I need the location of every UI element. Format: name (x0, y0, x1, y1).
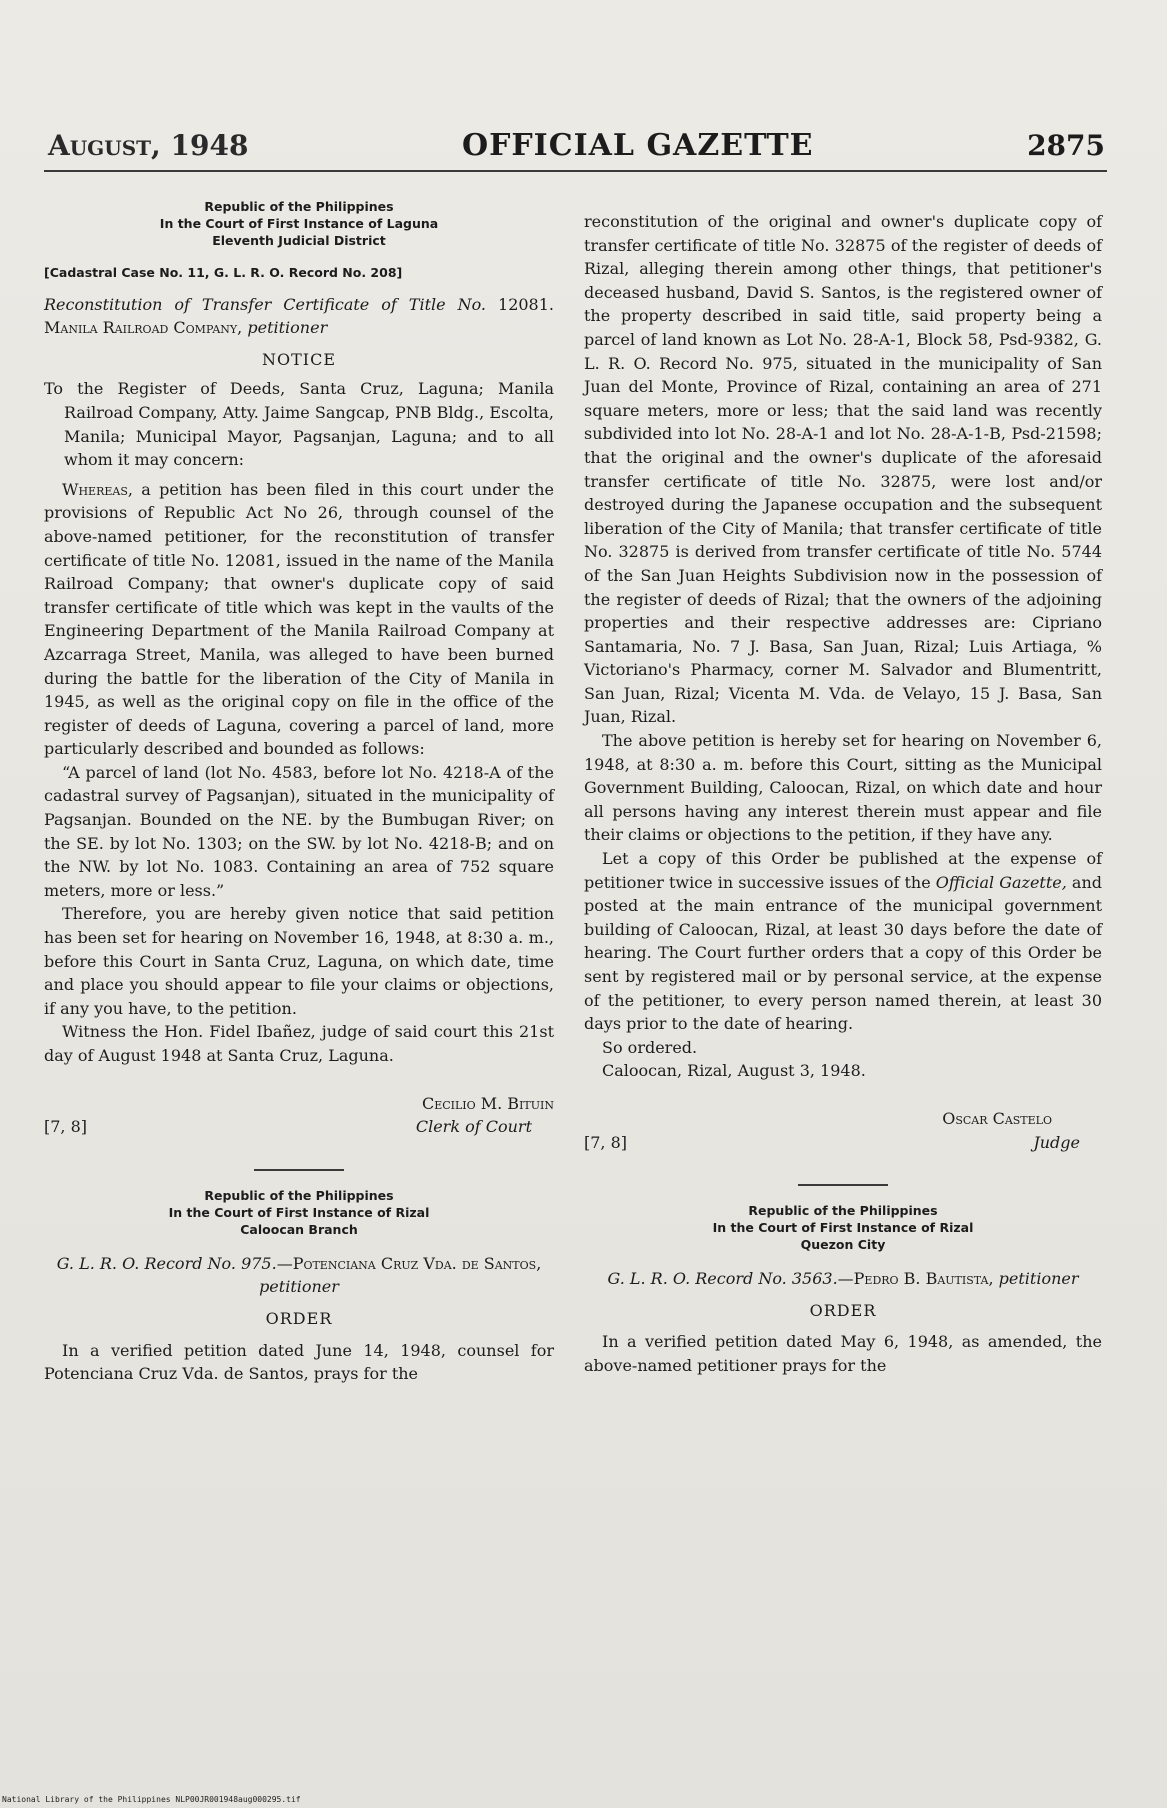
gazette-reference: Official Gazette, (935, 872, 1067, 892)
order-paragraph: In a verified petition dated May 6, 1948, as amended, the above-named petitioner prays for the (584, 1332, 1102, 1375)
header-rule (44, 170, 1107, 172)
section-divider (798, 1184, 888, 1186)
whereas-word: Whereas, (62, 479, 133, 499)
caption-petitioner: petitioner (247, 318, 328, 338)
signature-block (44, 1092, 554, 1139)
signatory-name: Cecilio M. Bituin (421, 1093, 554, 1113)
court-heading-line: In the Court of First Instance of Laguna (159, 216, 439, 231)
issue-reference: [7, 8] (44, 1117, 88, 1137)
hearing-paragraph: The above petition is hereby set for hearing on November 6, 1948, at 8:30 a. m. before this Court, sitting as the Municipal Government Building, Caloocan, Rizal, on which date and hour all persons having any interest therein must appear and file their claims or objections to the petition, if they have any. (584, 731, 1102, 845)
order-paragraph: In a verified petition dated June 14, 1948, counsel for Potenciana Cruz Vda. de Santos, prays for the (44, 1340, 554, 1384)
order-title: ORDER (809, 1300, 877, 1320)
therefore-paragraph: Therefore, you are hereby given notice that said petition has been set for hearing on November 16, 1948, at 8:30 a. m., before this Court in Santa Cruz, Laguna, on which date, time and place you should appear to file your claims or objections, if any you have, to the petition. (44, 904, 554, 1018)
caption-name: —Pedro B. Bautista, (837, 1269, 994, 1289)
caption-name: —Potenciana Cruz Vda. de Santos, (276, 1253, 542, 1273)
publication-title: OFFICIAL GAZETTE (461, 128, 814, 163)
court-heading-line: In the Court of First Instance of Rizal (168, 1204, 430, 1220)
issue-reference: [7, 8] (584, 1132, 628, 1152)
court-heading-line: Eleventh Judicial District (212, 233, 386, 248)
left-column (44, 198, 554, 1386)
scan-source-note: National Library of the Philippines NLP00JR001948aug000295.tif (2, 1795, 301, 1804)
caption-title: Reconstitution of Transfer Certificate of Title No. (44, 294, 487, 314)
case-caption-3563 (584, 1267, 1102, 1291)
case-caption-975 (44, 1252, 554, 1299)
whereas-text: a petition has been filed in this court under the provisions of Republic Act No 26, through counsel of the above-named petitioner, for the reconstitution of transfer certificate of title No. 12081, issued in the name of the Manila Railroad Company; that owner's duplicate copy of said transfer certificate of title which was kept in the vaults of the Engineering Department of the Manila Railroad Company at Azcarraga Street, Manila, was alleged to have been burned during the battle for the liberation of the City of Manila in 1945, as well as the original copy on file in the office of the register of deeds of Laguna, covering a parcel of land, more particularly described and bounded as follows: (44, 479, 554, 759)
caption-company: Manila Railroad Company, (44, 318, 243, 338)
place-date: Caloocan, Rizal, August 3, 1948. (602, 1061, 866, 1081)
caption-petitioner: petitioner (259, 1277, 339, 1297)
court-heading-line: Republic of the Philippines (204, 199, 394, 214)
signatory (416, 1092, 554, 1139)
case-number: [Cadastral Case No. 11, G. L. R. O. Record No. 208] (44, 265, 403, 280)
publication-paragraph (584, 847, 1102, 1036)
court-heading-line: In the Court of First Instance of Rizal (712, 1220, 974, 1236)
court-heading-line: Caloocan Branch (240, 1221, 358, 1237)
issue-date: August, 1948 (48, 129, 249, 162)
case-caption (44, 293, 554, 340)
publish-text-start: Let a copy of this Order be published at the expense of petitioner twice in successive issues of the (584, 849, 1102, 892)
caption-number: 12081. (498, 294, 554, 314)
court-heading-caloocan (44, 1187, 554, 1238)
caption-record: G. L. R. O. Record No. 3563. (607, 1269, 838, 1289)
whereas-paragraph (44, 478, 554, 761)
page-number: 2875 (1027, 129, 1105, 162)
publish-text-end: and posted at the main entrance of the municipal government building of Caloocan, Rizal, at least 30 days before the date of hearing. The Court further orders that a copy of this Order be sent by registered mail or by personal service, at the expense of the petitioner, to every person named therein, at least 30 days prior to the date of hearing. (584, 872, 1103, 1034)
judge-name: Oscar Castelo (942, 1108, 1052, 1128)
caption-petitioner: petitioner (998, 1269, 1079, 1289)
right-column (584, 210, 1102, 1378)
court-heading-line: Quezon City (800, 1237, 886, 1253)
judge-role: Judge (1033, 1132, 1080, 1152)
witness-paragraph: Witness the Hon. Fidel Ibañez, judge of said court this 21st day of August 1948 at Santa Cruz, Laguna. (44, 1022, 554, 1065)
court-heading-laguna (44, 198, 554, 249)
section-divider (254, 1169, 344, 1171)
addressee-paragraph: To the Register of Deeds, Santa Cruz, Laguna; Manila Railroad Company, Atty. Jaime Sangcap, PNB Bldg., Escolta, Manila; Municipal Mayor, Pagsanjan, Laguna; and to all whom it may concern: (44, 379, 554, 470)
continuation-paragraph: reconstitution of the original and owner's duplicate copy of transfer certificate of title No. 32875 of the register of deeds of Rizal, alleging therein among other things, that petitioner's deceased husband, David S. Santos, is the registered owner of the property described in said title, said property being a parcel of land known as Lot No. 28-A-1, Block 58, Psd-9382, G. L. R. O. Record No. 975, situated in the municipality of San Juan del Monte, Province of Rizal, containing an area of 271 square meters, more or less; that the said land was recently subdivided into lot No. 28-A-1 and lot No. 28-A-1-B, Psd-21598; that the original and the owner's duplicate of the aforesaid transfer certificate of title No. 32875, were lost and/or destroyed during the Japanese occupation and the subsequent liberation of the City of Manila; that transfer certificate of title No. 32875 is derived from transfer certificate of title No. 5744 of the San Juan Heights Subdivision now in the possession of the register of deeds of Rizal; that the owners of the adjoining properties and their respective addresses are: Cipriano Santamaria, No. 7 J. Basa, San Juan, Rizal; Luis Artiaga, % Victoriano's Pharmacy, corner M. Salvador and Blumentritt, San Juan, Rizal; Vicenta M. Vda. de Velayo, 15 J. Basa, San Juan, Rizal. (584, 212, 1102, 727)
court-heading-line: Republic of the Philippines (748, 1203, 938, 1219)
page-header (48, 128, 1105, 163)
court-heading-quezon (584, 1202, 1102, 1253)
notice-title: NOTICE (261, 349, 337, 369)
so-ordered: So ordered. (602, 1037, 698, 1057)
order-title: ORDER (265, 1308, 333, 1328)
court-heading-line: Republic of the Philippines (204, 1187, 394, 1203)
judge-signatory (942, 1107, 1102, 1154)
caption-record: G. L. R. O. Record No. 975. (56, 1253, 277, 1273)
land-description-quote: “A parcel of land (lot No. 4583, before lot No. 4218-A of the cadastral survey of Pagsanjan), situated in the municipality of Pagsanjan. Bounded on the NE. by the Bumbugan River; on the SE. by lot No. 1303; on the SW. by lot No. 4218-B; and on the NW. by lot No. 1083. Containing an area of 752 square meters, more or less.” (44, 762, 554, 900)
judge-signature-block (584, 1107, 1102, 1154)
signatory-role: Clerk of Court (415, 1117, 532, 1137)
